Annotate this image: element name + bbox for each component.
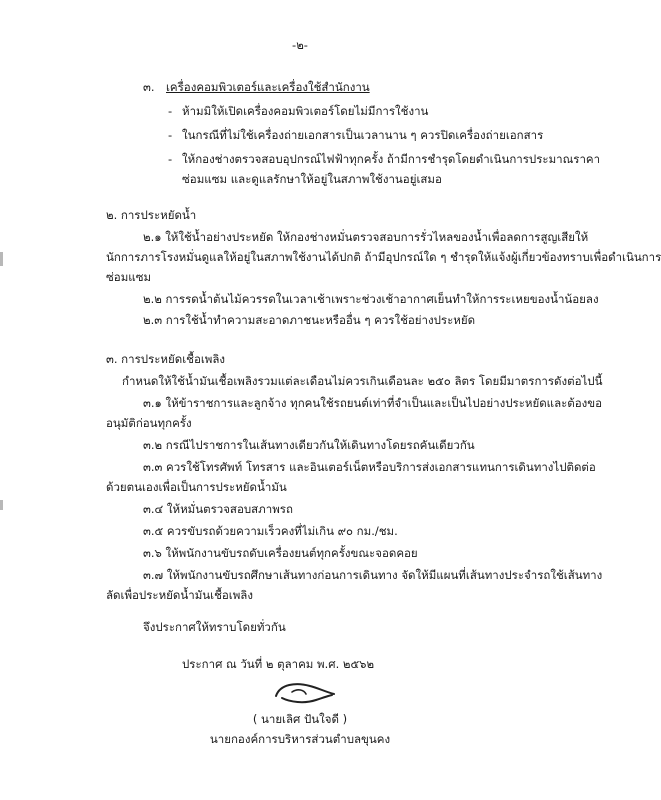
fuel-item: ๓.๑ ให้ข้าราชการและลูกจ้าง ทุกคนใช้รถยนต์เท่าที่จำเป็นและเป็นไปอย่างประหยัดและต้องขอ (143, 396, 603, 410)
fuel-heading: ๓. การประหยัดเชื้อเพลิง (106, 352, 226, 366)
water-paragraph: นักการภารโรงหมั่นดูแลให้อยู่ในสภาพใช้งานได้ปกติ ถ้ามีอุปกรณ์ใด ๆ ชำรุดให้แจ้งผู้เกี่ยวข้องทราบเพื่อดำเนินการ (106, 250, 661, 264)
scan-edge-mark (0, 252, 3, 266)
page-number: -๒- (292, 38, 308, 52)
fuel-item: ๓.๓ ควรใช้โทรศัพท์ โทรสาร และอินเตอร์เน็ตหรือบริการส่งเอกสารแทนการเดินทางไปติดต่อ (143, 460, 596, 474)
fuel-item: ด้วยตนเองเพื่อเป็นการประหยัดน้ำมัน (106, 480, 287, 494)
announcement-date: ประกาศ ณ วันที่ ๒ ตุลาคม พ.ศ. ๒๕๖๒ (182, 657, 375, 671)
fuel-intro: กำหนดให้ใช้น้ำมันเชื้อเพลิงรวมแต่ละเดือนไม่ควรเกินเดือนละ ๒๕๐ ลิตร โดยมีมาตรการดังต่อไปนี้ (122, 374, 603, 388)
water-paragraph: ๒.๑ ให้ใช้น้ำอย่างประหยัด ให้กองช่างหมั่นตรวจสอบการรั่วไหลของน้ำเพื่อลดการสูญเสียให้ (143, 230, 589, 244)
fuel-item: ๓.๖ ให้พนักงานขับรถดับเครื่องยนต์ทุกครั้งขณะจอดคอย (143, 546, 418, 560)
water-paragraph: ๒.๒ การรดน้ำต้นไม้ควรรดในเวลาเช้าเพราะช่วงเช้าอากาศเย็นทำให้การระเหยของน้ำน้อยลง (143, 292, 599, 306)
signature (270, 676, 340, 708)
fuel-item: ๓.๗ ให้พนักงานขับรถศึกษาเส้นทางก่อนการเดินทาง จัดให้มีแผนที่เส้นทางประจำรถใช้เส้นทาง (143, 568, 603, 582)
fuel-item: อนุมัติก่อนทุกครั้ง (106, 416, 192, 430)
section3-number: ๓. (143, 80, 155, 94)
list-item: ห้ามมิให้เปิดเครื่องคอมพิวเตอร์โดยไม่มีการใช้งาน (182, 104, 429, 118)
bullet-dash: - (168, 104, 173, 118)
list-item: ในกรณีที่ไม่ใช้เครื่องถ่ายเอกสารเป็นเวลานาน ๆ ควรปิดเครื่องถ่ายเอกสาร (182, 128, 544, 142)
fuel-item: ๓.๔ ให้หมั่นตรวจสอบสภาพรถ (143, 502, 293, 516)
closing-statement: จึงประกาศให้ทราบโดยทั่วกัน (143, 620, 286, 634)
fuel-item: ลัดเพื่อประหยัดน้ำมันเชื้อเพลิง (106, 588, 253, 602)
water-paragraph: ๒.๓ การใช้น้ำทำความสะอาดภาชนะหรืออื่น ๆ ควรใช้อย่างประหยัด (143, 313, 476, 327)
list-item-continued: ซ่อมแซม และดูแลรักษาให้อยู่ในสภาพใช้งานอยู่เสมอ (182, 172, 442, 186)
list-item: ให้กองช่างตรวจสอบอุปกรณ์ไฟฟ้าทุกครั้ง ถ้ามีการชำรุดโดยดำเนินการประมาณราคา (182, 152, 601, 166)
signer-name: ( นายเลิศ ปันใจดี ) (252, 712, 348, 726)
section3-title: เครื่องคอมพิวเตอร์และเครื่องใช้สำนักงาน (166, 80, 370, 94)
water-heading: ๒. การประหยัดน้ำ (106, 208, 197, 222)
scan-edge-mark (0, 500, 3, 510)
water-paragraph: ซ่อมแซม (106, 270, 152, 284)
fuel-item: ๓.๕ ควรขับรถด้วยความเร็วคงที่ไม่เกิน ๙๐ กม./ชม. (143, 524, 398, 538)
bullet-dash: - (168, 128, 173, 142)
signer-title: นายกองค์การบริหารส่วนตำบลขุนคง (209, 732, 391, 746)
fuel-item: ๓.๒ กรณีไปราชการในเส้นทางเดียวกันให้เดินทางโดยรถคันเดียวกัน (143, 438, 475, 452)
bullet-dash: - (168, 152, 173, 166)
